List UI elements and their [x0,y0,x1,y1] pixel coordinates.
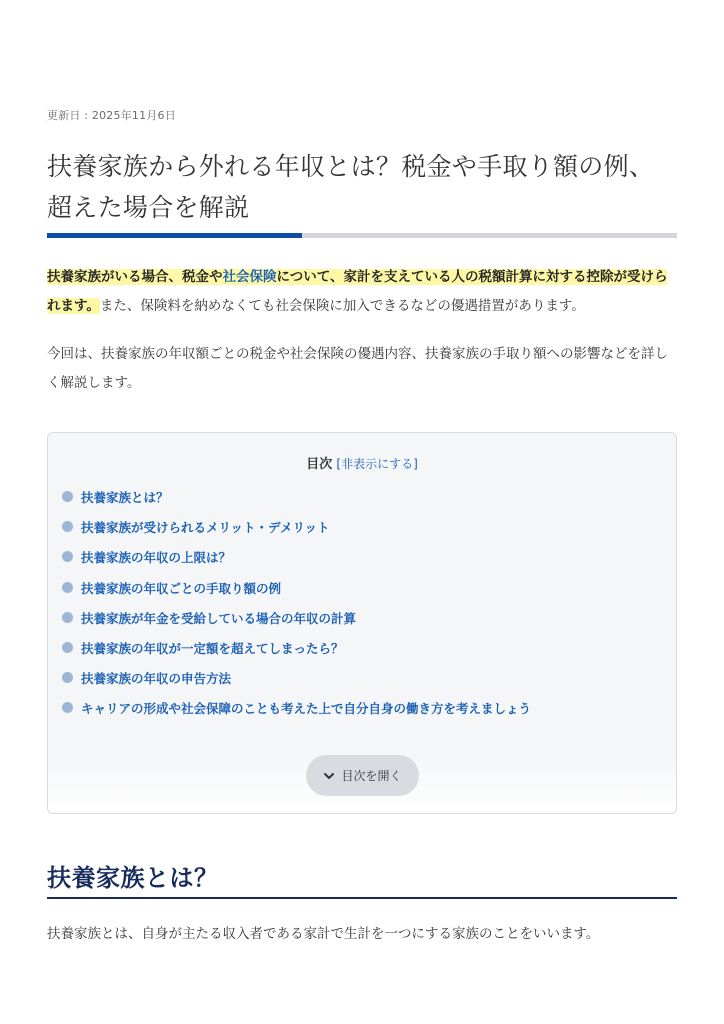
toc-title: 目次 [306,457,333,472]
bullet-icon [62,642,73,653]
bullet-icon [62,612,73,623]
toc-item[interactable] [62,548,531,578]
toc-item[interactable] [62,579,531,609]
social-insurance-link[interactable]: 社会保険 [222,269,277,285]
toc-list [62,488,531,730]
page-title [47,146,677,228]
chevron-down-icon [323,770,335,782]
toc-open-button[interactable] [306,755,419,796]
highlight-part2: について、家計を支えている人の税額計算に対する控除が受けられます。 [47,269,668,314]
updated-date: 更新日 : 2025年11月6日 [47,109,176,122]
toc-item[interactable] [62,488,531,518]
toc-item-label: 扶養家族の年収の申告方法 [81,671,232,687]
section-heading-rule [47,897,677,899]
toc-item[interactable] [62,518,531,548]
intro-paragraph [47,263,677,321]
section-heading: 扶養家族とは？ [47,864,219,892]
toc-item[interactable] [62,609,531,639]
toc-open-label: 目次を開く [341,769,402,783]
toc-item-label: 扶養家族の年収が一定額を超えてしまったら？ [81,640,344,656]
bullet-icon [62,491,73,502]
toc-item-label: 扶養家族の年収の上限は？ [81,550,232,566]
toc-header [48,453,676,472]
page-title-line2: 超えた場合を解説 [47,193,250,222]
title-divider-accent [47,233,302,238]
title-divider [47,233,677,238]
toc-item-label: 扶養家族が年金を受給している場合の年収の計算 [81,610,357,626]
bullet-icon [62,672,73,683]
table-of-contents [47,432,677,814]
page-title-line1: 扶養家族から外れる年収とは？税金や手取り額の例、 [47,152,655,181]
toc-item[interactable] [62,669,531,699]
toc-item-label: 扶養家族とは？ [81,490,169,505]
toc-item[interactable] [62,639,531,669]
toc-item-label: 扶養家族が受けられるメリット・デメリット [81,520,330,536]
bullet-icon [62,702,73,713]
bullet-icon [62,582,73,593]
intro-rest: また、保険料を納めなくても社会保険に加入できるなどの優遇措置があります。 [99,298,585,314]
lead-paragraph: 今回は、扶養家族の年収額ごとの税金や社会保険の優遇内容、扶養家族の手取り額への影響などを詳しく解説します。 [47,346,668,391]
toc-hide-toggle[interactable]: [非表示にする] [336,457,418,471]
highlight-part1: 扶養家族がいる場合、税金や [47,269,223,285]
section-body: 扶養家族とは、自身が主たる収入者である家計で生計を一つにする家族のことをいいます。 [47,926,600,942]
toc-item-label: キャリアの形成や社会保障のことも考えた上で自分自身の働き方を考えましょう [81,701,532,717]
toc-item[interactable] [62,699,531,729]
bullet-icon [62,551,73,562]
toc-item-label: 扶養家族の年収ごとの手取り額の例 [81,580,282,596]
bullet-icon [62,521,73,532]
